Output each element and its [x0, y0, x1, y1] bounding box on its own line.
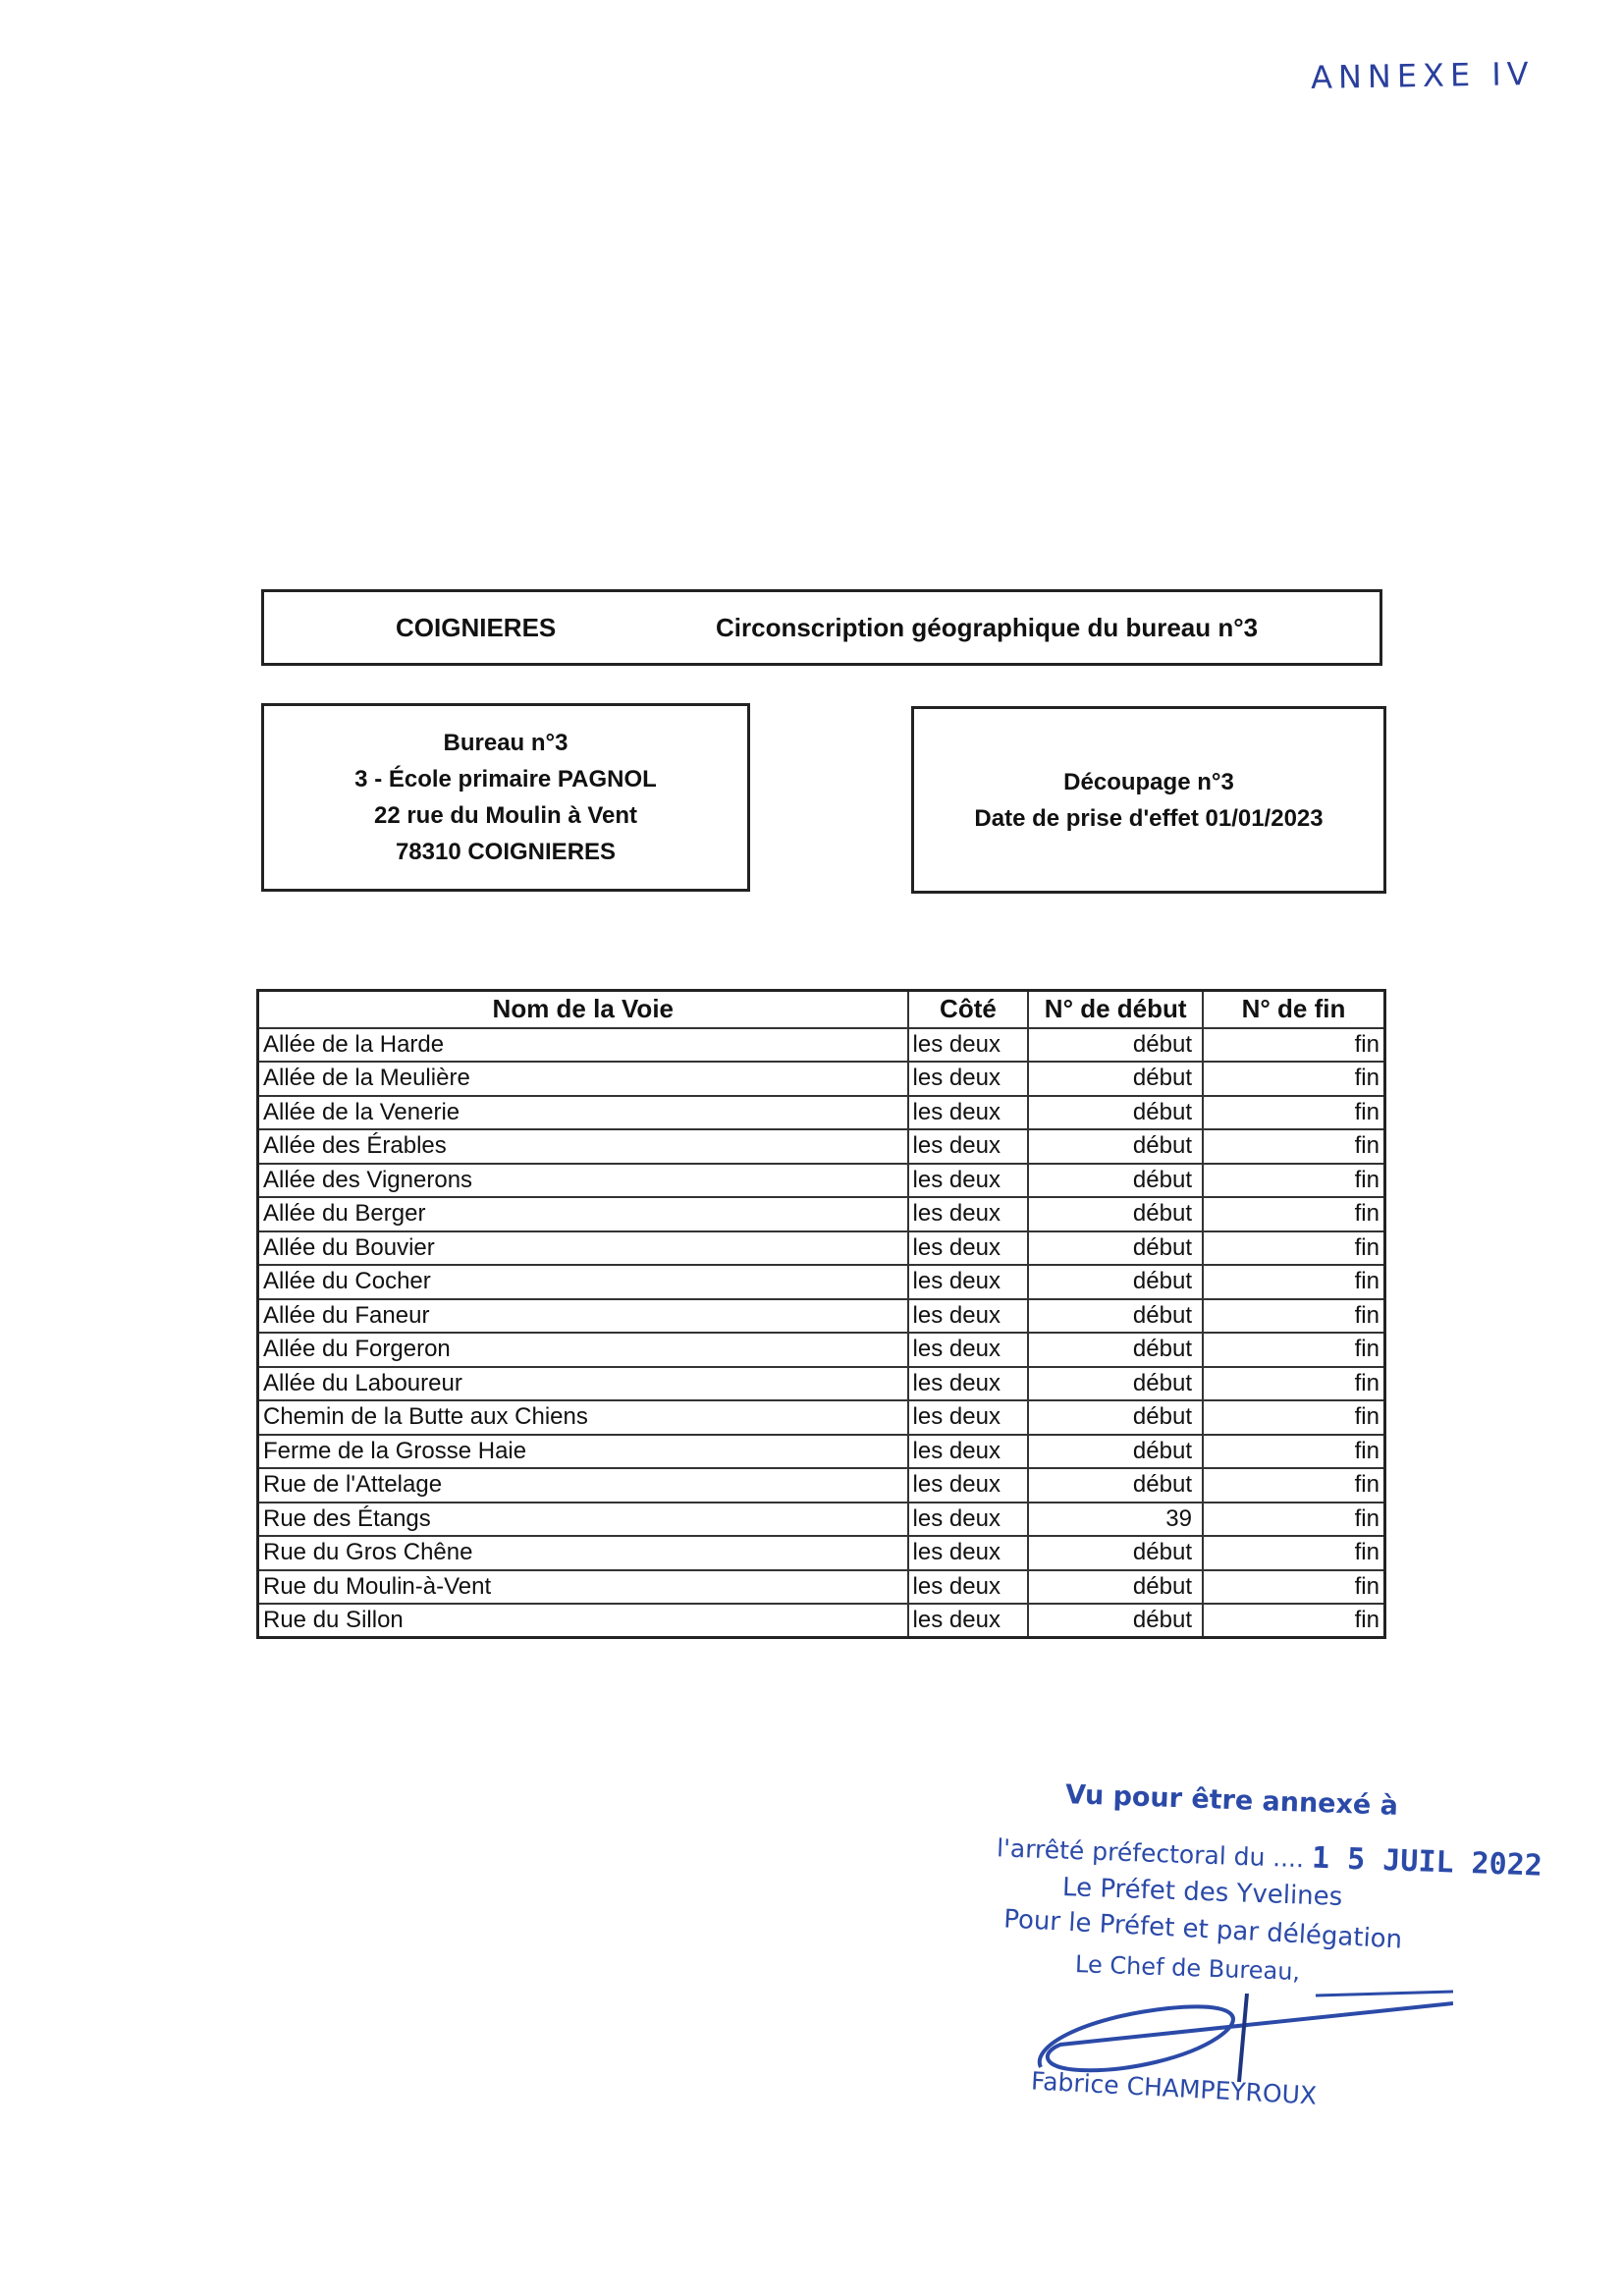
cell-fin: fin — [1203, 1096, 1385, 1130]
cell-nom: Rue du Gros Chêne — [258, 1536, 908, 1570]
cell-fin: fin — [1203, 1367, 1385, 1401]
cell-fin: fin — [1203, 1129, 1385, 1164]
cell-fin: fin — [1203, 1028, 1385, 1063]
table-header-row — [258, 991, 1385, 1028]
table-row — [258, 1435, 1385, 1469]
cell-fin: fin — [1203, 1570, 1385, 1605]
cell-fin: fin — [1203, 1503, 1385, 1537]
cell-nom: Rue des Étangs — [258, 1503, 908, 1537]
stamp-date: 1 5 JUIL 2022 — [1311, 1840, 1543, 1884]
cell-cote: les deux — [908, 1604, 1029, 1638]
cell-debut: 39 — [1028, 1503, 1203, 1537]
cell-nom: Allée du Forgeron — [258, 1333, 908, 1367]
cell-fin: fin — [1203, 1265, 1385, 1299]
stamp-line-1: Vu pour être annexé à — [1064, 1779, 1399, 1822]
table-row — [258, 1265, 1385, 1299]
document-title: Circonscription géographique du bureau n°3 — [716, 612, 1259, 642]
bureau-school: 3 - École primaire PAGNOL — [354, 766, 657, 793]
cell-debut: début — [1028, 1570, 1203, 1605]
commune-name: COIGNIERES — [396, 612, 557, 642]
cell-nom: Rue du Moulin-à-Vent — [258, 1570, 908, 1605]
cell-debut: début — [1028, 1231, 1203, 1266]
cell-cote: les deux — [908, 1096, 1029, 1130]
cell-fin: fin — [1203, 1604, 1385, 1638]
table-row — [258, 1333, 1385, 1367]
annex-label: ANNEXE IV — [1310, 55, 1535, 96]
table-row — [258, 1299, 1385, 1334]
cell-debut: début — [1028, 1400, 1203, 1435]
table-row — [258, 1400, 1385, 1435]
cell-fin: fin — [1203, 1231, 1385, 1266]
cell-cote: les deux — [908, 1197, 1029, 1231]
table-row — [258, 1096, 1385, 1130]
cell-debut: début — [1028, 1028, 1203, 1063]
table-row — [258, 1468, 1385, 1503]
cell-cote: les deux — [908, 1231, 1029, 1266]
cell-nom: Allée du Laboureur — [258, 1367, 908, 1401]
cell-fin: fin — [1203, 1468, 1385, 1503]
cell-cote: les deux — [908, 1299, 1029, 1334]
cell-cote: les deux — [908, 1400, 1029, 1435]
cell-fin: fin — [1203, 1197, 1385, 1231]
cell-debut: début — [1028, 1265, 1203, 1299]
cell-debut: début — [1028, 1129, 1203, 1164]
cell-fin: fin — [1203, 1062, 1385, 1096]
stamp-line-3: Le Préfet des Yvelines — [1061, 1873, 1343, 1912]
cell-cote: les deux — [908, 1265, 1029, 1299]
table-row — [258, 1570, 1385, 1605]
cell-debut: début — [1028, 1197, 1203, 1231]
cell-debut: début — [1028, 1468, 1203, 1503]
cell-fin: fin — [1203, 1536, 1385, 1570]
cell-cote: les deux — [908, 1333, 1029, 1367]
cell-nom: Chemin de la Butte aux Chiens — [258, 1400, 908, 1435]
cell-debut: début — [1028, 1367, 1203, 1401]
table-row — [258, 1231, 1385, 1266]
cell-cote: les deux — [908, 1164, 1029, 1198]
cell-nom: Allée du Bouvier — [258, 1231, 908, 1266]
table-row — [258, 1062, 1385, 1096]
effective-date: Date de prise d'effet 01/01/2023 — [974, 804, 1324, 832]
cell-cote: les deux — [908, 1129, 1029, 1164]
cell-fin: fin — [1203, 1299, 1385, 1334]
cell-nom: Rue du Sillon — [258, 1604, 908, 1638]
cell-cote: les deux — [908, 1536, 1029, 1570]
decoupage-box — [911, 706, 1386, 894]
cell-debut: début — [1028, 1536, 1203, 1570]
cell-debut: début — [1028, 1062, 1203, 1096]
table-row — [258, 1028, 1385, 1063]
table-row — [258, 1129, 1385, 1164]
cell-cote: les deux — [908, 1570, 1029, 1605]
table-row — [258, 1536, 1385, 1570]
cell-nom: Allée des Érables — [258, 1129, 908, 1164]
cell-nom: Allée de la Meulière — [258, 1062, 908, 1096]
cell-cote: les deux — [908, 1367, 1029, 1401]
table-row — [258, 1367, 1385, 1401]
cell-debut: début — [1028, 1096, 1203, 1130]
signatory-name: Fabrice CHAMPEYROUX — [1030, 2066, 1318, 2110]
cell-nom: Allée du Cocher — [258, 1265, 908, 1299]
cell-fin: fin — [1203, 1400, 1385, 1435]
cell-cote: les deux — [908, 1028, 1029, 1063]
cell-nom: Allée du Berger — [258, 1197, 908, 1231]
streets-table — [256, 989, 1386, 1639]
table-row — [258, 1503, 1385, 1537]
cell-fin: fin — [1203, 1164, 1385, 1198]
cell-nom: Allée des Vignerons — [258, 1164, 908, 1198]
table-row — [258, 1197, 1385, 1231]
cell-cote: les deux — [908, 1503, 1029, 1537]
cell-cote: les deux — [908, 1062, 1029, 1096]
table-row — [258, 1604, 1385, 1638]
stamp-line-4: Pour le Préfet et par délégation — [1002, 1904, 1403, 1955]
stamp-line-5: Le Chef de Bureau, — [1074, 1950, 1301, 1986]
cell-debut: début — [1028, 1435, 1203, 1469]
cell-debut: début — [1028, 1333, 1203, 1367]
header-debut: N° de début — [1028, 991, 1203, 1028]
header-cote: Côté — [908, 991, 1029, 1028]
cell-cote: les deux — [908, 1435, 1029, 1469]
cell-nom: Rue de l'Attelage — [258, 1468, 908, 1503]
bureau-street: 22 rue du Moulin à Vent — [373, 802, 638, 829]
cell-nom: Allée de la Venerie — [258, 1096, 908, 1130]
cell-nom: Ferme de la Grosse Haie — [258, 1435, 908, 1469]
cell-nom: Allée du Faneur — [258, 1299, 908, 1334]
bureau-number: Bureau n°3 — [443, 730, 568, 756]
header-nom: Nom de la Voie — [258, 991, 908, 1028]
cell-fin: fin — [1203, 1435, 1385, 1469]
cell-fin: fin — [1203, 1333, 1385, 1367]
cell-debut: début — [1028, 1604, 1203, 1638]
bureau-address-box — [261, 703, 750, 892]
cell-debut: début — [1028, 1299, 1203, 1334]
decoupage-number: Découpage n°3 — [1063, 768, 1234, 795]
bureau-city: 78310 COIGNIERES — [395, 839, 617, 865]
cell-nom: Allée de la Harde — [258, 1028, 908, 1063]
header-fin: N° de fin — [1203, 991, 1385, 1028]
stamp-arrete-label: l'arrêté préfectoral du .... — [996, 1833, 1305, 1874]
header-box — [261, 589, 1382, 666]
table-row — [258, 1164, 1385, 1198]
cell-cote: les deux — [908, 1468, 1029, 1503]
cell-debut: début — [1028, 1164, 1203, 1198]
